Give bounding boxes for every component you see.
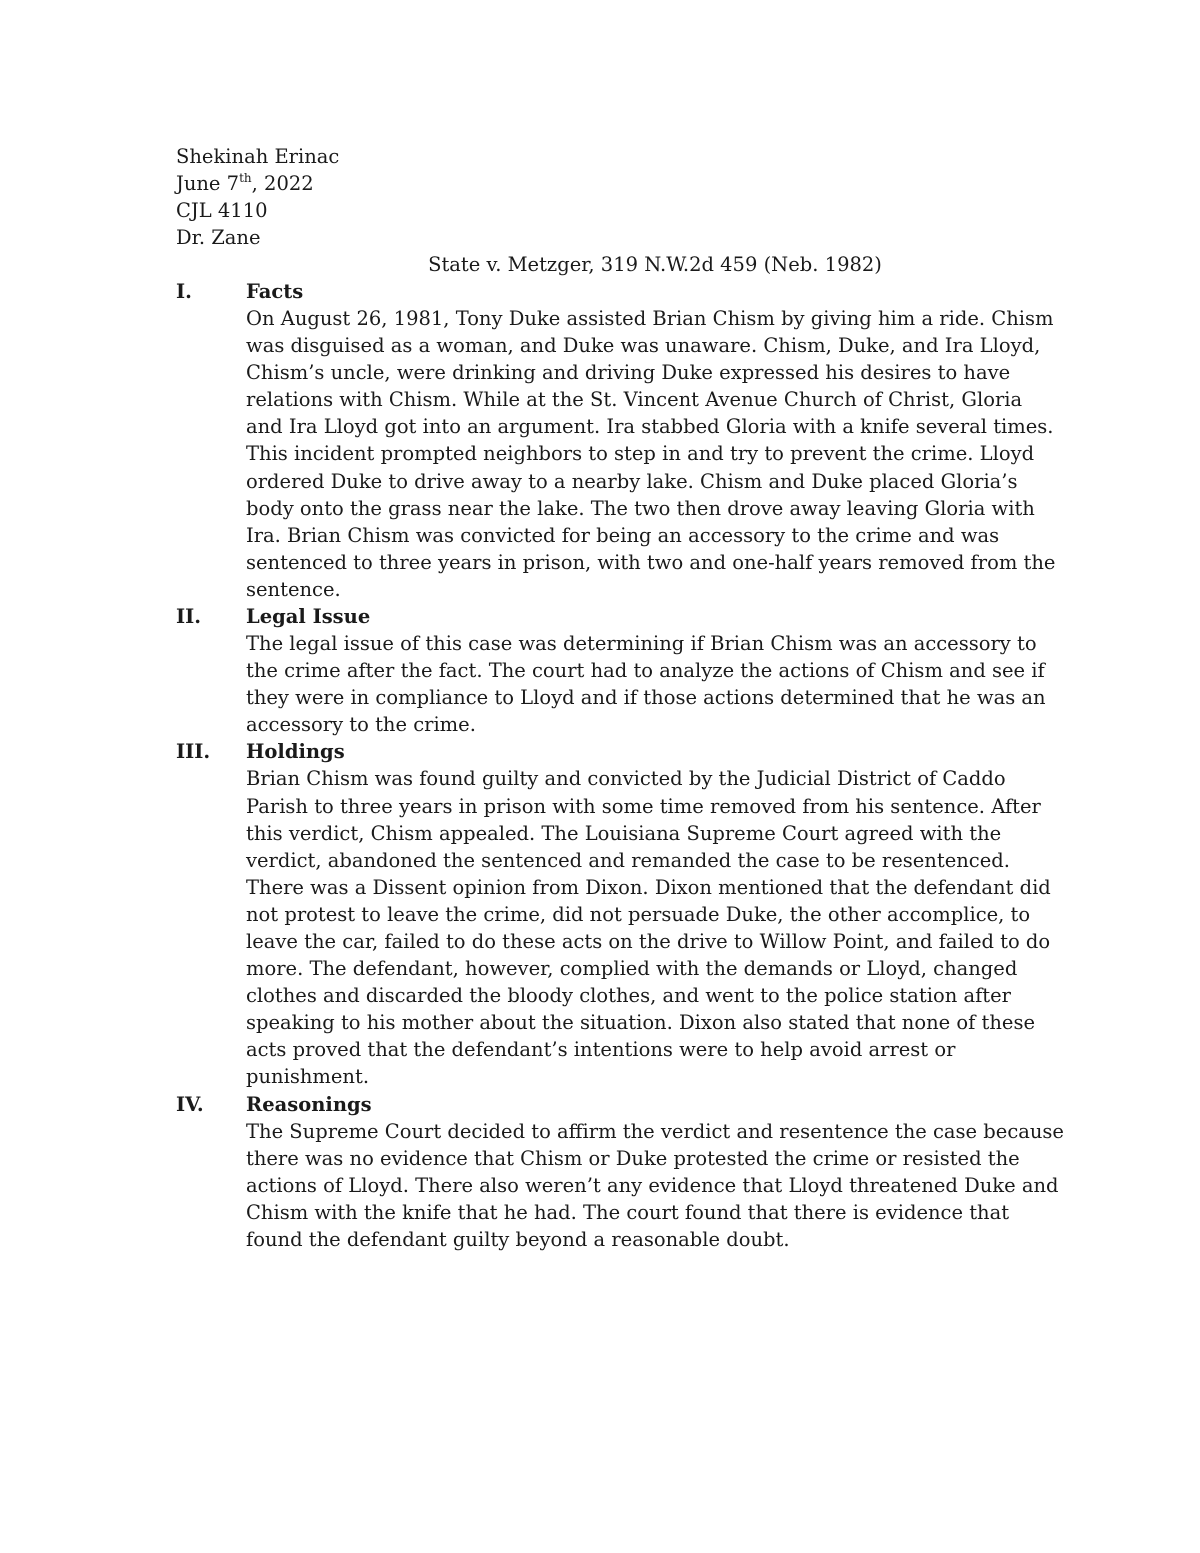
section-numeral: III.	[176, 740, 211, 764]
section-heading: Facts	[246, 280, 304, 303]
brief-sections	[176, 278, 1066, 1253]
section-holdings	[176, 738, 1066, 1090]
section-numeral: IV.	[176, 1092, 204, 1116]
section-heading: Reasonings	[246, 1092, 372, 1116]
instructor-name: Dr. Zane	[176, 226, 261, 249]
date-superscript: th	[239, 170, 252, 185]
section-heading: Holdings	[246, 740, 345, 764]
course-code: CJL 4110	[176, 199, 268, 222]
case-title: State v. Metzger, 319 N.W.2d 459 (Neb. 1982)	[428, 253, 882, 276]
section-reasonings	[176, 1091, 1066, 1253]
document-header	[176, 143, 339, 251]
section-body: Brian Chism was found guilty and convicted by the Judicial District of Caddo Parish to three years in prison with some time removed from his sentence. After this verdict, Chism appealed. The Louisiana Supreme Court agreed with the verdict, abandoned the sentenced and remanded the case to be resentenced. There was a Dissent opinion from Dixon. Dixon mentioned that the defendant did not protest to leave the crime, did not persuade Duke, the other accomplice, to leave the car, failed to do these acts on the drive to Willow Point, and failed to do more. The defendant, however, complied with the demands or Lloyd, changed clothes and discarded the bloody clothes, and went to the police station after speaking to his mother about the situation. Dixon also stated that none of these acts proved that the defendant’s intentions were to help avoid arrest or punishment.	[246, 767, 1051, 1089]
date-prefix: June 7	[176, 172, 240, 195]
section-body: On August 26, 1981, Tony Duke assisted Brian Chism by giving him a ride. Chism was disguised as a woman, and Duke was unaware. Chism, Duke, and Ira Lloyd, Chism’s uncle, were drinking and driving Duke expressed his desires to have relations with Chism. While at the St. Vincent Avenue Church of Christ, Gloria and Ira Lloyd got into an argument. Ira stabbed Gloria with a knife several times. This incident prompted neighbors to step in and try to prevent the crime. Lloyd ordered Duke to drive away to a nearby lake. Chism and Duke placed Gloria’s body onto the grass near the lake. The two then drove away leaving Gloria with Ira. Brian Chism was convicted for being an accessory to the crime and was sentenced to three years in prison, with two and one-half years removed from the sentence.	[246, 307, 1056, 601]
section-numeral: II.	[176, 605, 202, 629]
section-numeral: I.	[176, 280, 192, 303]
section-heading: Legal Issue	[246, 605, 371, 629]
section-legal-issue	[176, 603, 1066, 738]
section-facts	[176, 278, 1066, 603]
date-suffix: , 2022	[251, 172, 314, 195]
author-name: Shekinah Erinac	[176, 145, 340, 168]
document-date	[176, 170, 339, 197]
section-body: The legal issue of this case was determining if Brian Chism was an accessory to the crime after the fact. The court had to analyze the actions of Chism and see if they were in compliance to Lloyd and if those actions determined that he was an accessory to the crime.	[246, 632, 1046, 737]
section-body: The Supreme Court decided to affirm the verdict and resentence the case because there was no evidence that Chism or Duke protested the crime or resisted the actions of Lloyd. There also weren’t any evidence that Lloyd threatened Duke and Chism with the knife that he had. The court found that there is evidence that found the defendant guilty beyond a reasonable doubt.	[246, 1119, 1064, 1251]
